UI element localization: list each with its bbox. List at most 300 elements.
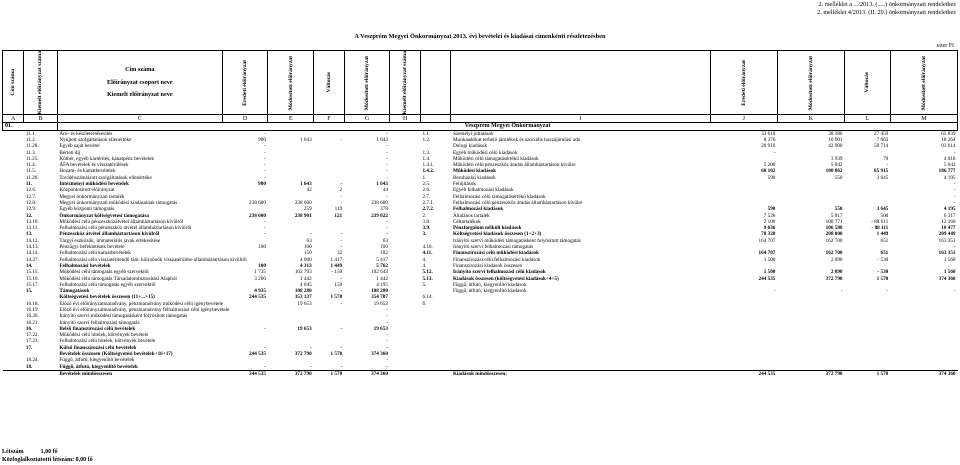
col-cim-szama: Cím száma	[3, 51, 24, 115]
cell-c: Felhalmozási célú visszatérítendő tám. kölcsönök visszatérülése államháztartáson kívülről	[59, 256, 247, 263]
document-title: A Veszprém Megyei Önkormányzat 2013. évi bevételei és kiadásai címenkénti részletezésben	[354, 33, 606, 40]
cell-b: 15.17.	[25, 281, 39, 288]
cell-f: 1 643	[300, 136, 312, 143]
cell-n: 374 360	[938, 275, 956, 282]
cell-h: 5 417	[376, 256, 388, 263]
cell-b: 11.4.	[25, 162, 37, 169]
cell-h: 239 022	[371, 212, 388, 219]
cell-b: 11.3.	[25, 149, 37, 156]
total-exp-modositott: 372 790	[777, 370, 844, 377]
cell-k: 1 500	[763, 256, 776, 263]
total-rev-label: Bevételek mindösszesen	[57, 370, 222, 377]
cell-h: -	[386, 174, 388, 181]
cell-e: 4 935	[254, 288, 266, 295]
cell-f: 19 653	[297, 300, 312, 307]
cell-l	[777, 364, 844, 371]
cell-c: Felhalmozási bevételek	[59, 262, 111, 269]
cell-j: Személyi juttatások	[452, 130, 494, 137]
cell-h: -	[386, 168, 388, 175]
cell-g: -	[340, 231, 343, 238]
cell-g: 121	[334, 212, 343, 219]
total-rev-modositott-2: 374 360	[344, 370, 390, 377]
cell-l: 550	[834, 206, 843, 213]
cell-i: 1.4.2.	[422, 168, 435, 175]
cell-n: 18 477	[941, 225, 956, 232]
cell-k: 78 328	[761, 231, 776, 238]
cell-c: Előző évi előirányzatmaradvány, pénzmaradvány felhalmozási célú igénybevétele	[59, 306, 230, 313]
cell-b: 12.8.	[25, 199, 37, 206]
table-row	[3, 364, 958, 371]
cell-b: 13.11.	[25, 225, 39, 232]
cell-i: 2.7.	[422, 193, 431, 200]
cell-c: Kötbér, egyéb kártérítés, bánatpénz bevételek	[59, 155, 154, 162]
cell-b: 17.22.	[25, 332, 39, 339]
cell-e: 100	[258, 262, 266, 269]
cell-b: 13.10.	[25, 218, 39, 225]
cell-n: 65 839	[941, 130, 956, 137]
cell-e: 238 600	[249, 212, 266, 219]
cell-i: 1.2.	[422, 136, 431, 143]
cell-e: -	[264, 130, 266, 137]
cell-f: 4 000	[300, 256, 312, 263]
cell-b: 11.1.	[25, 130, 37, 137]
cell-c: Bérleti díj	[59, 149, 81, 156]
cell-b: 17.	[25, 344, 33, 351]
letter-j: J	[710, 115, 777, 123]
cell-i: 5.12.	[422, 269, 433, 276]
cell-m: 79	[883, 155, 889, 162]
cell-m: - 530	[877, 256, 889, 263]
col-valtozas-2: Változás	[845, 51, 891, 115]
header-cim: Cím száma	[125, 66, 155, 74]
cell-i	[420, 364, 451, 371]
data-rows	[3, 130, 958, 370]
cell-j: Finanszírozási kiadások összesen	[452, 262, 523, 269]
cell-j: Felújítások	[452, 181, 476, 188]
cell-b: 16.21.	[25, 319, 39, 326]
cell-f: 259	[303, 206, 312, 213]
letter-g: G	[344, 115, 390, 123]
cell-n: -	[953, 149, 956, 156]
cell-f: 353 137	[294, 294, 312, 301]
letszam-line	[2, 449, 58, 455]
cell-c: Felhalmozási célú hitelek, kötvények bevétele	[59, 338, 156, 345]
cell-j: Egyéb működési célú kiadások	[452, 149, 518, 156]
cell-b: 12.9.	[25, 206, 37, 213]
cell-e: -	[264, 218, 266, 225]
col-modositott: Módosított előirányzat	[268, 51, 314, 115]
cell-g: 1 570	[330, 351, 343, 358]
cell-l: 2 090	[830, 256, 843, 263]
cell-n: 1 560	[943, 256, 956, 263]
cell-j: Irányító szervi felhalmozási támogatás	[452, 244, 534, 251]
cell-h: -	[386, 149, 388, 156]
cell-g: -	[340, 244, 343, 251]
cell-n: -	[953, 181, 956, 188]
cell-i: 1.4.1.	[422, 162, 435, 169]
cell-c: Külső finanszírozási célú bevételek	[59, 344, 137, 351]
col-modositott-3: Módosított előirányzat	[777, 51, 844, 115]
cell-g: -	[340, 300, 343, 307]
total-rev-eredeti: 244 535	[222, 370, 268, 377]
cell-g: -	[340, 136, 343, 143]
col-group	[57, 51, 222, 115]
cell-l: 42 900	[828, 143, 843, 150]
cell-h: 19 653	[373, 325, 388, 332]
cell-j: Finanszírozási célú működési kiadások	[452, 250, 539, 257]
cell-g: 150	[334, 281, 343, 288]
cell-h: 63	[382, 237, 388, 244]
top-note-1: 2. melléklet a .../2013. (.....) önkormányzati rendelethez	[818, 1, 956, 8]
cell-h: -	[386, 218, 388, 225]
cell-f: 4 045	[300, 281, 312, 288]
cell-f: -	[309, 363, 312, 370]
cell-h: 1 442	[376, 275, 388, 282]
cell-i: 2.7.2.	[422, 206, 435, 213]
cell-l: 10 601	[828, 136, 843, 143]
cell-l: 162 700	[825, 237, 843, 244]
col-valtozas: Változás	[314, 51, 345, 115]
letter-a: A	[3, 115, 24, 123]
cell-k: 590	[767, 174, 776, 181]
cell-i: 4.10.	[422, 244, 433, 251]
cell-b: 12.7.	[25, 193, 37, 200]
cell-e: -	[264, 174, 266, 181]
cell-f: 100	[303, 244, 312, 251]
cell-g: 2	[339, 187, 343, 194]
cell-k: 164 707	[758, 237, 776, 244]
header-kiemelt-neve: Kiemelt előirányzat neve	[106, 90, 173, 98]
kozfoglalkoztatotti-line: Közfoglalkoztatotti létszám: 0,00 fő	[2, 457, 93, 463]
cell-c: Továbbszámlázott szolgáltatások ellenértéke	[59, 174, 152, 181]
cell-b: 14.27.	[25, 256, 39, 263]
cell-c: Nyújtott szolgáltatások ellenértéke	[59, 136, 132, 143]
cell-k: 2 100	[763, 218, 776, 225]
cell-e: -	[264, 325, 266, 332]
cell-j: Függő, átfutó, kiegyenlítő kiadások	[452, 281, 527, 288]
cell-j: Általános tartalék	[452, 212, 490, 219]
cell-h: -	[386, 319, 388, 326]
cell-i: 6.	[422, 300, 427, 307]
cell-i: 3.	[422, 231, 427, 238]
cell-l: 208 000	[825, 231, 843, 238]
cell-k: -	[773, 149, 776, 156]
top-notes	[817, 1, 956, 18]
cell-b: 18.	[25, 363, 33, 370]
cell-e: -	[264, 143, 266, 150]
cell-b: 14.14.	[25, 250, 39, 257]
cell-b: 16.18.	[25, 300, 39, 307]
cell-f	[268, 130, 314, 137]
letter-b: B	[24, 115, 58, 123]
cell-h: -	[386, 193, 388, 200]
cell-h: -	[386, 143, 388, 150]
cell-c: Egyéb központi támogatás	[59, 206, 115, 213]
cell-h: 19 653	[373, 300, 388, 307]
cell-h: 378	[380, 206, 388, 213]
cell-b: 11.25.	[25, 155, 39, 162]
cell-n: 93 614	[941, 143, 956, 150]
cell-b: 12.	[25, 212, 33, 219]
cell-h: -	[386, 338, 388, 345]
section-name: Veszprém Megyei Önkormányzat	[57, 123, 957, 130]
cell-b: 15.16.	[25, 275, 39, 282]
cell-j: Működési kiadások	[452, 168, 497, 175]
cell-l: 100 771	[825, 218, 843, 225]
col-eredeti: Eredeti előirányzat	[222, 51, 268, 115]
cell-h: 354 707	[371, 294, 388, 301]
cell-b: 14.12.	[25, 237, 39, 244]
cell-g: -	[340, 325, 343, 332]
cell-j: Irányító szervi felhalmozási célú kiadások	[452, 269, 546, 276]
cell-b: 11.5.	[25, 168, 37, 175]
total-exp-modositott-2: 374 360	[890, 370, 957, 377]
cell-c: Működési célú pénzeszközátvétel államháztartáson kívülről	[59, 218, 184, 225]
cell-h: 4 195	[376, 281, 388, 288]
cell-k: 8 376	[763, 136, 776, 143]
cell-m: 1 570	[876, 275, 889, 282]
cell-j: Dologi kiadások	[452, 143, 488, 150]
cell-i: 4.	[422, 262, 427, 269]
cell-c: Működési célú hitelek, kötvények bevétele	[59, 332, 149, 339]
cell-j: Finanszírozási célú felhalmozási kiadások	[452, 256, 541, 263]
cell-h: -	[386, 130, 388, 137]
cell-e: 238 600	[249, 199, 266, 206]
cell-m: 3 645	[876, 174, 889, 181]
cell-c: Támogatások	[59, 288, 90, 295]
cell-g: -	[340, 363, 343, 370]
header-row	[3, 51, 958, 115]
cell-c: Működési célú támogatás egyéb szervektől	[59, 269, 149, 276]
cell-c: Pénzeszköz átvétel államháztartáson kívülről	[59, 231, 160, 238]
cell-l: 2 090	[830, 269, 843, 276]
cell-c: Működési célú támogatás Társadalombiztosítási Alapból	[59, 275, 177, 282]
cell-n: 163 351	[938, 237, 956, 244]
section-number: 01.	[3, 123, 58, 130]
cell-m: 651	[880, 250, 889, 257]
cell-h: -	[386, 344, 388, 351]
cell-g: -	[340, 288, 343, 295]
cell-h: -	[386, 313, 388, 320]
cell-h: -	[386, 162, 388, 169]
cell-g: 1 417	[330, 256, 343, 263]
total-row	[3, 370, 958, 377]
cell-b: 16.	[25, 325, 33, 332]
cell-h: -	[386, 357, 388, 364]
cell-k	[710, 364, 777, 371]
cell-c: Hozam- és kamatbevételek	[59, 168, 116, 175]
cell-c: Belső finanszírozási célú bevételek	[59, 325, 136, 332]
cell-k: 20 916	[761, 143, 776, 150]
cell-n: -	[953, 244, 956, 251]
cell-g: 32	[336, 250, 343, 257]
letter-d: D	[222, 115, 268, 123]
cell-c: Felhalmozási célú pénzeszköz átvétel államháztartáson kívülről	[59, 225, 192, 232]
letter-m: M	[890, 115, 957, 123]
cell-c: Önkormányzat költségvetési támogatása	[59, 212, 150, 219]
cell-c: Bevételek összesen (Költségvetési bevételek+16+17)	[59, 351, 173, 358]
cell-n: 186 777	[938, 168, 956, 175]
cell-k: 244 535	[758, 275, 776, 282]
cell-m: 50 714	[874, 143, 889, 150]
cell-b: 11.28.	[25, 143, 39, 150]
cell-g: -	[340, 199, 343, 206]
cell-n: 12 160	[941, 218, 956, 225]
cell-e: 3 200	[254, 275, 266, 282]
cell-n: 4 195	[943, 174, 956, 181]
unit-label: ezer Ft	[936, 42, 954, 49]
cell-h: 238 600	[371, 199, 388, 206]
cell-e: -	[264, 344, 266, 351]
cell-b: 14.	[25, 262, 33, 269]
cell-k: 5 200	[763, 162, 776, 169]
total-exp-valtozas: 1 570	[845, 370, 891, 377]
cell-e: 244 535	[249, 294, 266, 301]
top-note-2: 2. melléklet 4/2013. (II. 20.) önkormányzati rendelethez	[817, 9, 956, 17]
cell-k: 9 636	[763, 225, 776, 232]
cell-j: Felhalmozási kiadások	[452, 206, 504, 213]
cell-m: 500	[880, 212, 889, 219]
cell-n: 1 560	[943, 269, 956, 276]
cell-g: 1 449	[330, 262, 343, 269]
cell-l: 162 700	[825, 250, 843, 257]
cell-c: ÁFA bevételek és visszatérülések	[59, 162, 129, 169]
cell-n: -	[953, 187, 956, 194]
cell-k: 1 500	[763, 269, 776, 276]
cell-n: 6 317	[943, 212, 956, 219]
cell-c: Irányító szervi felhalmozási támogatás	[59, 319, 140, 326]
letszam-unit: fő	[52, 449, 58, 455]
cell-i: 6.14.	[422, 294, 433, 301]
total-rev-modositott: 372 790	[268, 370, 314, 377]
cell-c: Függő, átfutó, kiegyenlítő bevételek	[59, 363, 138, 370]
cell-k: 590	[767, 206, 776, 213]
cell-b: 16.20.	[25, 313, 39, 320]
cell-k: 33 610	[761, 130, 776, 137]
cell-i: 1.3.	[422, 149, 431, 156]
cell-l: 3 939	[830, 155, 843, 162]
cell-h: 102 643	[371, 269, 388, 276]
cell-j: Működési célú támogatásértékű kiadások	[452, 155, 539, 162]
col-kiemelt-szama: Kiemelt előirányzat száma	[24, 51, 58, 115]
col-blank	[420, 51, 451, 115]
cell-n: -	[953, 193, 956, 200]
cell-c: Irányító szervi működési támogatásként folyósított támogatás	[59, 313, 188, 320]
cell-m: -	[886, 162, 889, 169]
cell-h: 1 643	[376, 181, 388, 188]
cell-b: 18.24.	[25, 357, 39, 364]
cell-f: 102 793	[294, 269, 312, 276]
cell-m: 651	[880, 237, 889, 244]
letter-i: I	[451, 115, 710, 123]
cell-i: 1.4.	[422, 155, 431, 162]
cell-n: -	[953, 288, 956, 295]
cell-l: 38 380	[828, 130, 843, 137]
cell-k: 7 536	[763, 212, 776, 219]
cell-l: -	[840, 288, 843, 295]
cell-c: Előző évi előirányzatmaradvány, pénzmaradvány működési célú igénybevétele	[59, 300, 224, 307]
letter-k: K	[777, 115, 844, 123]
col-eredeti-2: Eredeti előirányzat	[710, 51, 777, 115]
cell-f: 19 653	[297, 325, 312, 332]
cell-b: 15.	[25, 288, 33, 295]
cell-j: Működési célú pénzeszköz átadás államháztartáson kívülre	[452, 162, 576, 169]
cell-f: -	[309, 344, 312, 351]
cell-i: 2.7.1.	[422, 199, 435, 206]
cell-h: 44	[382, 187, 388, 194]
cell-h: 108 280	[371, 288, 388, 295]
col-kiemelt-szama-2: Kiemelt előirányzat száma	[390, 51, 421, 115]
total-rev-valtozas: 1 570	[314, 370, 345, 377]
cell-g	[314, 130, 345, 137]
letters-row	[3, 115, 958, 123]
cell-m: 85 915	[874, 168, 889, 175]
cell-j: Beruházási kiadások	[452, 174, 496, 181]
cell-h: 100	[380, 244, 388, 251]
cell-i: 2.5.	[422, 181, 431, 188]
cell-k: 68 102	[761, 168, 776, 175]
cell-i: 3.8.	[422, 218, 431, 225]
cell-c: Függő, átfutó, kiegyenlítő bevételek	[59, 357, 135, 364]
cell-j: Egyéb felhalmozási kiadások	[452, 187, 514, 194]
cell-m	[845, 364, 891, 371]
cell-n: 209 449	[938, 231, 956, 238]
cell-e: -	[264, 231, 266, 238]
letszam-value: 1,00	[40, 449, 52, 455]
letter-l: L	[845, 115, 891, 123]
cell-h: -	[386, 332, 388, 339]
cell-c: Tárgyi eszközök, immateriális javak értékesítése	[59, 237, 161, 244]
cell-g: -	[340, 237, 343, 244]
cell-f: 42	[306, 187, 312, 194]
letter-f: F	[314, 115, 345, 123]
cell-l: 5 042	[830, 162, 843, 169]
total-exp-label: Kiadások mindösszesen:	[451, 370, 710, 377]
cell-e: -	[264, 149, 266, 156]
cell-h: -	[386, 306, 388, 313]
cell-h: 374 360	[371, 351, 388, 358]
cell-e: 900	[258, 181, 266, 188]
cell-i: 5.	[422, 281, 427, 288]
cell-m: 3 645	[876, 206, 889, 213]
cell-f: 150	[303, 250, 312, 257]
cell-l: 5 817	[830, 212, 843, 219]
cell-n	[890, 364, 957, 371]
cell-c: Költségvetési bevételek összesen (11+...+15)	[59, 294, 155, 301]
cell-g: 1 570	[330, 294, 343, 301]
cell-b: 15.15.	[25, 269, 39, 276]
col-blank-wide	[451, 51, 710, 115]
cell-l: 550	[834, 174, 843, 181]
cell-m: - 530	[877, 269, 889, 276]
cell-m: -	[886, 288, 889, 295]
cell-f: 1 442	[300, 275, 312, 282]
cell-l: 372 790	[825, 275, 843, 282]
cell-e: -	[264, 162, 266, 169]
header-csoport: Előirányzat csoport neve	[106, 78, 173, 86]
letter-blank	[420, 115, 451, 123]
section-row	[3, 123, 958, 130]
cell-j: Költségvetési kiadások összesen (1+2+3)	[452, 231, 542, 238]
cell-b: 17.23.	[25, 338, 39, 345]
cell-n: 5 042	[943, 162, 956, 169]
cell-g: 119	[334, 206, 343, 213]
cell-c: Áru- és készletértékesítés	[59, 130, 113, 137]
cell-i: 4.11.	[422, 250, 433, 257]
cell-n: 4 018	[943, 155, 956, 162]
cell-e: -	[264, 155, 266, 162]
cell-h: -	[386, 363, 388, 370]
